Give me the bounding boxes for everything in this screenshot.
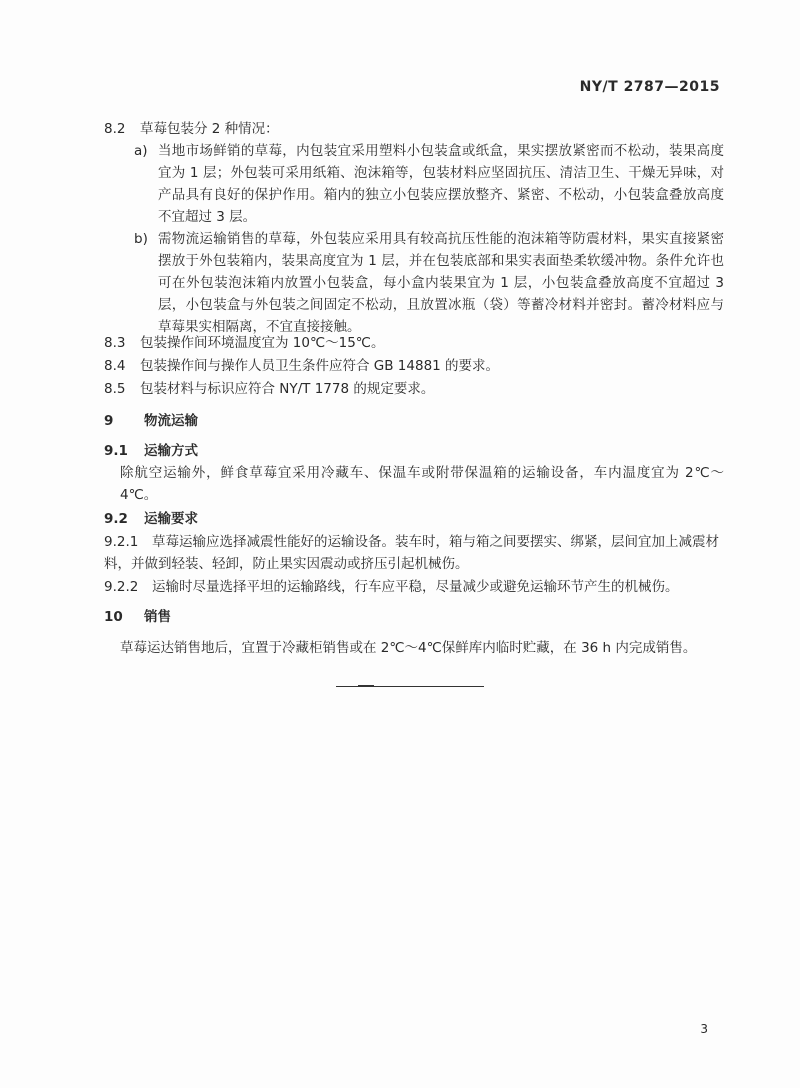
clause-number: 9.1 <box>104 443 128 459</box>
clause-9-2-heading <box>104 508 724 530</box>
clause-9-2-2 <box>104 576 724 598</box>
list-text: 需物流运输销售的草莓，外包装应采用具有较高抗压性能的泡沫箱等防震材料，果实直接紧密摆放于外包装箱内，装果高度宜为 1 层，并在包装底部和果实表面垫柔软缓冲物。条件允许也可在外包装泡沫箱内放置小包装盒，每小盒内装果宜为 1 层，小包装盒叠放高度不宜超过 3 层，小包装盒与外包装之间固定不松动，且放置冰瓶（袋）等蓄冷材料并密封。蓄冷材料应与草莓果实相隔离，不宜直接接触。 <box>158 231 724 335</box>
clause-8-2 <box>104 118 724 140</box>
clause-number: 9.2 <box>104 511 128 527</box>
list-label: a) <box>134 143 148 159</box>
section-10-heading <box>104 606 724 628</box>
clause-9-1-heading <box>104 440 724 462</box>
clause-title: 运输要求 <box>144 511 198 527</box>
section-9-heading <box>104 410 724 432</box>
list-label: b) <box>134 231 148 247</box>
clause-number: 9.2.2 <box>104 579 139 595</box>
section-title: 销售 <box>144 609 171 625</box>
section-number: 9 <box>104 413 114 429</box>
clause-text: 草莓包装分 2 种情况： <box>140 121 279 137</box>
clause-number: 8.5 <box>104 381 126 397</box>
clause-text: 包装操作间与操作人员卫生条件应符合 GB 14881 的要求。 <box>140 358 500 374</box>
end-divider <box>336 686 484 687</box>
clause-8-5 <box>104 378 724 400</box>
clause-number: 8.2 <box>104 121 126 137</box>
clause-text: 包装材料与标识应符合 NY/T 1778 的规定要求。 <box>140 381 435 397</box>
clause-number: 9.2.1 <box>104 534 139 550</box>
section-10-text: 草莓运达销售地后，宜置于冷藏柜销售或在 2℃～4℃保鲜库内临时贮藏，在 36 h 内完成销售。 <box>120 640 697 656</box>
clause-text: 草莓运输应选择减震性能好的运输设备。装车时，箱与箱之间要摆实、绑紧，层间宜加上减震材料，并做到轻装、轻卸，防止果实因震动或挤压引起机械伤。 <box>104 534 719 572</box>
page-number: 3 <box>700 1022 708 1036</box>
clause-title: 运输方式 <box>144 443 198 459</box>
clause-8-3 <box>104 332 724 354</box>
list-item-a <box>134 140 724 228</box>
clause-text: 包装操作间环境温度宜为 10℃～15℃。 <box>140 335 385 351</box>
clause-9-1-text: 除航空运输外，鲜食草莓宜采用冷藏车、保温车或附带保温箱的运输设备，车内温度宜为 2℃～4℃。 <box>120 465 724 503</box>
standard-code: NY/T 2787—2015 <box>579 79 720 95</box>
clause-9-2-1 <box>104 531 724 575</box>
clause-8-4 <box>104 355 724 377</box>
clause-number: 8.4 <box>104 358 126 374</box>
list-item-b <box>134 228 724 338</box>
section-number: 10 <box>104 609 123 625</box>
clause-text: 运输时尽量选择平坦的运输路线，行车应平稳，尽量减少或避免运输环节产生的机械伤。 <box>152 579 679 595</box>
list-text: 当地市场鲜销的草莓，内包装宜采用塑料小包装盒或纸盒，果实摆放紧密而不松动，装果高度宜为 1 层；外包装可采用纸箱、泡沫箱等，包装材料应坚固抗压、清洁卫生、干燥无异味，对产品具有良好的保护作用。箱内的独立小包装应摆放整齐、紧密、不松动，小包装盒叠放高度不宜超过 3 层。 <box>158 143 724 225</box>
clause-number: 8.3 <box>104 335 126 351</box>
section-title: 物流运输 <box>144 413 198 429</box>
